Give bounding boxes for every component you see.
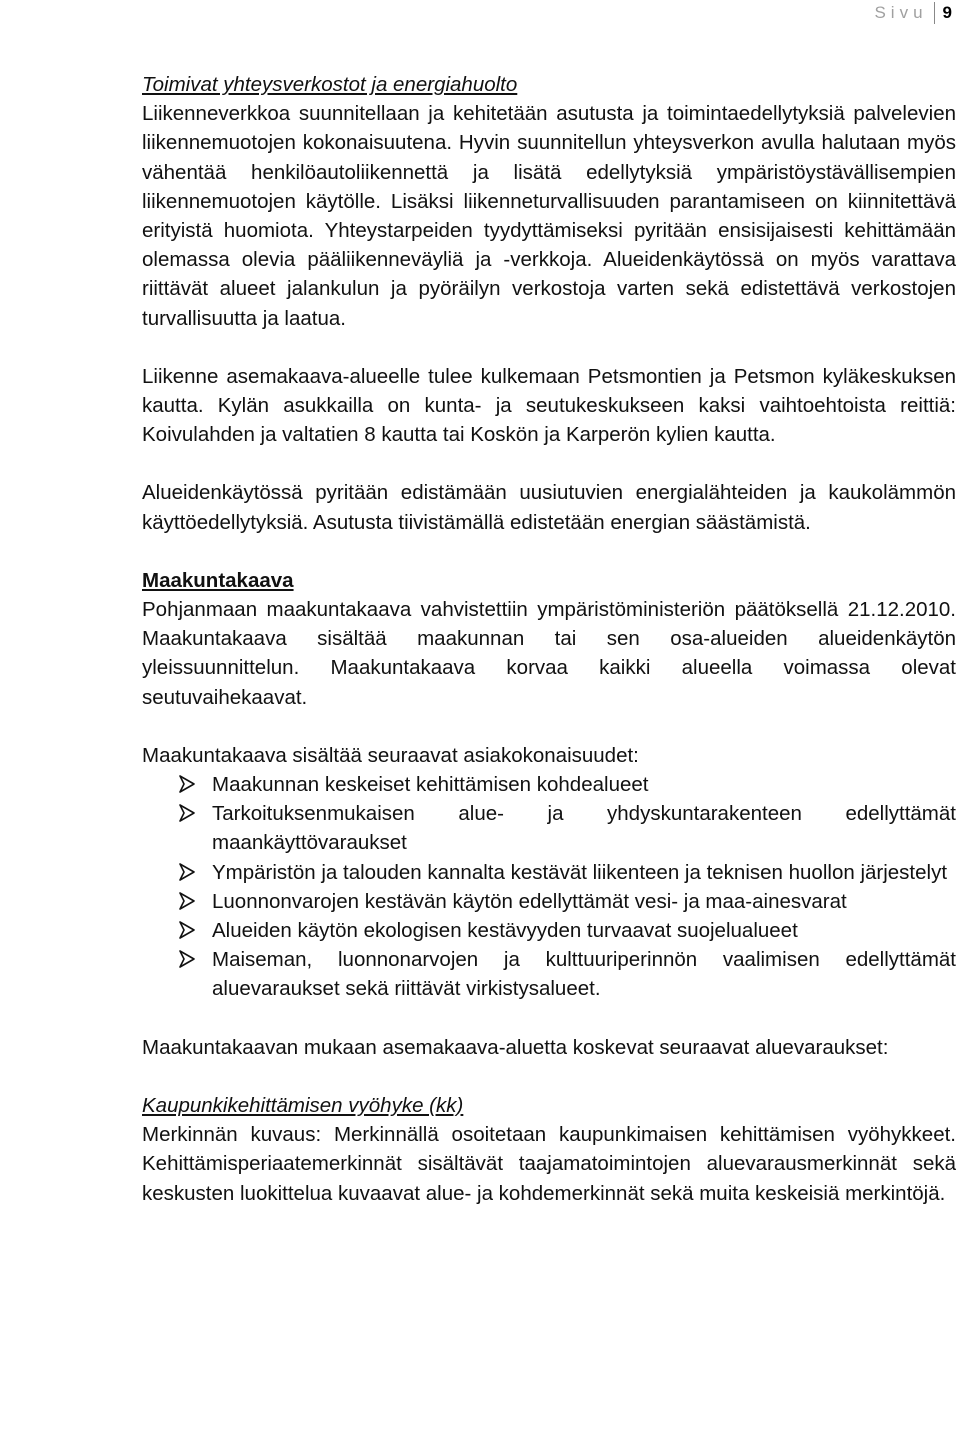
list-item-text: Luonnonvarojen kestävän käytön edellyttämät vesi- ja maa-ainesvarat [212, 889, 847, 913]
document-body [142, 70, 956, 1208]
arrowhead-bullet-icon [178, 775, 196, 793]
list-item-text: Ympäristön ja talouden kannalta kestävät liikenteen ja teknisen huollon järjestelyt [212, 860, 948, 884]
paragraph-maakuntakaava: Pohjanmaan maakuntakaava vahvistettiin ympäristöministeriön päätöksellä 21.12.2010. Maakuntakaava sisältää maakunnan tai sen osa-alueiden alueidenkäytön yleissuunnittelun. Maakuntakaava korvaa kaikki alueella voimassa olevat seutuvaihekaavat. [142, 598, 956, 709]
header-divider [934, 2, 935, 24]
paragraph-aluevaraukset: Maakuntakaavan mukaan asemakaava-aluetta koskevat seuraavat aluevaraukset: [142, 1035, 889, 1059]
list-item [142, 858, 956, 887]
arrowhead-bullet-icon [178, 863, 196, 881]
arrowhead-bullet-icon [178, 804, 196, 822]
page-label: Sivu [874, 3, 928, 22]
list-item [142, 799, 956, 857]
list-item [142, 945, 956, 1003]
list-intro: Maakuntakaava sisältää seuraavat asiakokonaisuudet: [142, 743, 639, 767]
list-item [142, 770, 956, 799]
list-item [142, 916, 956, 945]
arrowhead-bullet-icon [178, 950, 196, 968]
paragraph-liikenneverkko: Liikenneverkkoa suunnitellaan ja kehitetään asutusta ja toimintaedellytyksiä palvelevien liikennemuotojen kokonaisuutena. Hyvin suunnitellun yhteysverkon avulla halutaan myös vähentää henkilöautoliikennettä ja lisätä edellytyksiä ympäristöystävällisempien liikennemuotojen käytölle. Lisäksi liikenneturvallisuuden parantamiseen on kiinnitettävä erityistä huomiota. Yhteystarpeiden tyydyttämiseksi pyritään ensisijaisesti kehittämään olemassa olevia pääliikenneväyliä ja -verkkoja. Alueidenkäytössä on myös varattava riittävät alueet jalankulun ja pyöräilyn verkostoja varten sekä edistettävä verkostojen turvallisuutta ja laatua. [142, 102, 956, 330]
arrowhead-bullet-icon [178, 921, 196, 939]
paragraph-merkinnan-kuvaus: Merkinnän kuvaus: Merkinnällä osoitetaan kaupunkimaisen kehittämisen vyöhykkeet. Kehittämisperiaatemerkinnät sisältävät taajamatoimintojen aluevarausmerkinnät sekä keskusten luokittelua kuvaavat alue- ja kohdemerkinnät sekä muita keskeisiä merkintöjä. [142, 1123, 956, 1205]
page-number: 9 [942, 3, 952, 22]
page-header [874, 0, 952, 26]
list-item [142, 887, 956, 916]
section-title-yhteysverkostot: Toimivat yhteysverkostot ja energiahuolto [142, 73, 518, 96]
paragraph-energia: Alueidenkäytössä pyritään edistämään uusiutuvien energialähteiden ja kaukolämmön käyttöedellytyksiä. Asutusta tiivistämällä edistetään energian säästämistä. [142, 481, 956, 534]
list-item-text: Tarkoituksenmukaisen alue- ja yhdyskuntarakenteen edellyttämät maankäyttövaraukset [212, 802, 956, 855]
list-item-text: Maakunnan keskeiset kehittämisen kohdealueet [212, 773, 649, 797]
section-title-maakuntakaava: Maakuntakaava [142, 568, 294, 592]
list-item-text: Alueiden käytön ekologisen kestävyyden turvaavat suojelualueet [212, 919, 798, 943]
section-title-kaupunkikehittaminen: Kaupunkikehittämisen vyöhyke (kk) [142, 1093, 464, 1117]
arrowhead-bullet-icon [178, 892, 196, 910]
paragraph-liikenne-asemakaava: Liikenne asemakaava-alueelle tulee kulkemaan Petsmontien ja Petsmon kyläkeskuksen kautta. Kylän asukkailla on kunta- ja seutukeskukseen kaksi vaihtoehtoista reittiä: Koivulahden ja valtatien 8 kautta tai Koskön ja Karperön kylien kautta. [142, 364, 956, 447]
asiakokonaisuudet-list [142, 770, 956, 1004]
list-item-text: Maiseman, luonnonarvojen ja kulttuuriperinnön vaalimisen edellyttämät aluevaraukset sekä riittävät virkistysalueet. [212, 948, 956, 1001]
